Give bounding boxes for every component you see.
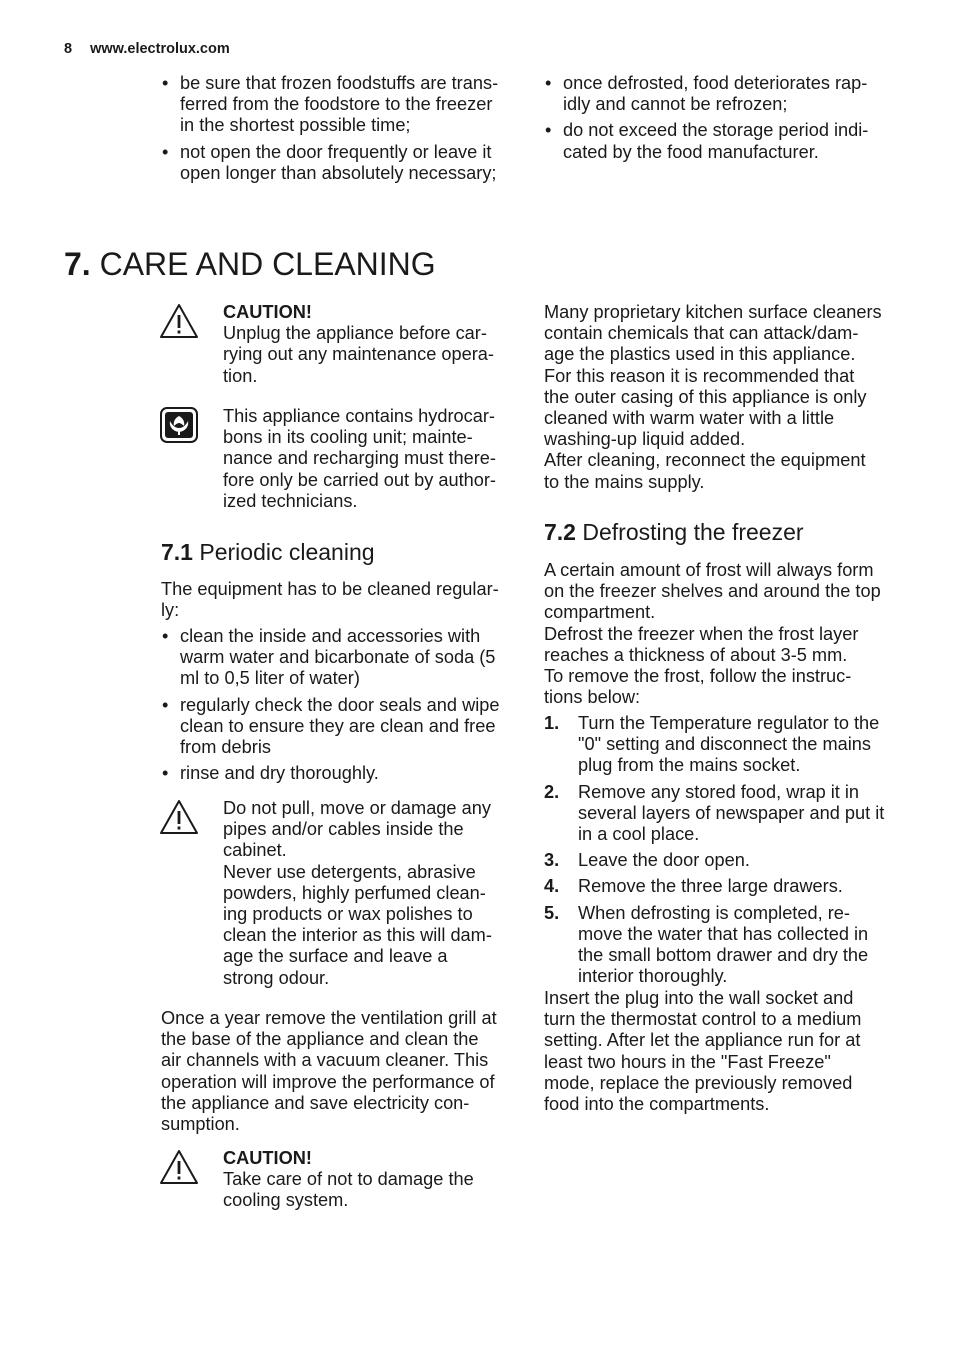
top-left-bullets bbox=[161, 73, 521, 189]
page-header bbox=[64, 39, 230, 60]
defrosting-closing: Insert the plug into the wall socket and turn the thermostat control to a medium setting. After let the appliance run for at least two hours in the "Fast Freeze" mode, replace the previously removed food into the compartments. bbox=[544, 988, 862, 1115]
top-right-bullets bbox=[544, 73, 904, 168]
list-item: • do not exceed the storage period indi- cated by the food manufacturer. bbox=[544, 120, 904, 162]
caution-label: CAUTION! bbox=[223, 302, 312, 322]
list-item: • regularly check the door seals and wipe clean to ensure they are clean and free from debris bbox=[161, 695, 521, 759]
cleaners-paragraph: Many proprietary kitchen surface cleaners contain chemicals that can attack/dam- age the plastics used in this appliance. For this reason it is recommended that the outer casing of this appliance is only cleaned with warm water with a little washing-up liquid added. After cleaning, reconnect the equipment to the mains supply. bbox=[544, 302, 882, 492]
list-item: 5. When defrosting is completed, re- move the water that has collected in the small bottom drawer and dry the interior thoroughly. bbox=[544, 902, 869, 987]
list-item: • be sure that frozen foodstuffs are trans- ferred from the foodstore to the freezer in the shortest possible time; bbox=[161, 73, 521, 137]
caution-label: CAUTION! bbox=[223, 1148, 312, 1168]
warning-icon bbox=[159, 1148, 199, 1186]
list-item: 4. Remove the three large drawers. bbox=[544, 876, 843, 897]
section-heading bbox=[64, 244, 436, 284]
ventilation-grill-paragraph: Once a year remove the ventilation grill at the base of the appliance and clean the air channels with a vacuum cleaner. This operation will improve the performance of the appliance and save electricity con- sumption. bbox=[161, 1008, 497, 1135]
defrosting-intro: A certain amount of frost will always form on the freezer shelves and around the top compartment. Defrost the freezer when the frost layer reaches a thickness of about 3-5 mm. To remove the frost, follow the instruc- tions below: bbox=[544, 560, 881, 708]
subsection-heading-defrosting: 7.2 Defrosting the freezer bbox=[544, 519, 804, 545]
periodic-cleaning-bullets bbox=[161, 626, 521, 789]
subsection-heading-periodic-cleaning: 7.1 Periodic cleaning bbox=[161, 539, 375, 565]
list-item: • rinse and dry thoroughly. bbox=[161, 763, 521, 784]
list-item: • clean the inside and accessories with warm water and bicarbonate of soda (5 ml to 0,5 liter of water) bbox=[161, 626, 521, 690]
website-link[interactable]: www.electrolux.com bbox=[90, 41, 230, 57]
environment-icon bbox=[159, 406, 199, 444]
caution-text: Unplug the appliance before car- rying out any maintenance opera- tion. bbox=[223, 323, 494, 386]
list-item: 1. Turn the Temperature regulator to the "0" setting and disconnect the mains plug from the mains socket. bbox=[544, 713, 880, 776]
caution-text: Take care of not to damage the cooling system. bbox=[223, 1169, 474, 1211]
list-item: 2. Remove any stored food, wrap it in several layers of newspaper and put it in a cool place. bbox=[544, 781, 885, 845]
warning-icon bbox=[159, 798, 199, 836]
page-number: 8 bbox=[64, 41, 73, 57]
defrosting-steps bbox=[544, 713, 914, 987]
list-item: • once defrosted, food deteriorates rap- idly and cannot be refrozen; bbox=[544, 73, 904, 115]
periodic-cleaning-intro: The equipment has to be cleaned regular- ly: bbox=[161, 579, 499, 621]
environment-text: This appliance contains hydrocar- bons in its cooling unit; mainte- nance and recharging must there- fore only be carried out by author- ized technicians. bbox=[223, 406, 496, 511]
section-number: 7. bbox=[64, 246, 91, 282]
section-title: CARE AND CLEANING bbox=[99, 246, 436, 282]
warning-text: Do not pull, move or damage any pipes and/or cables inside the cabinet. Never use detergents, abrasive powders, highly perfumed clean- ing products or wax polishes to clean the interior as this will dam- age the surface and leave a strong odour. bbox=[223, 798, 492, 988]
list-item: 3. Leave the door open. bbox=[544, 850, 750, 871]
warning-icon bbox=[159, 302, 199, 340]
list-item: • not open the door frequently or leave it open longer than absolutely necessary; bbox=[161, 142, 521, 184]
